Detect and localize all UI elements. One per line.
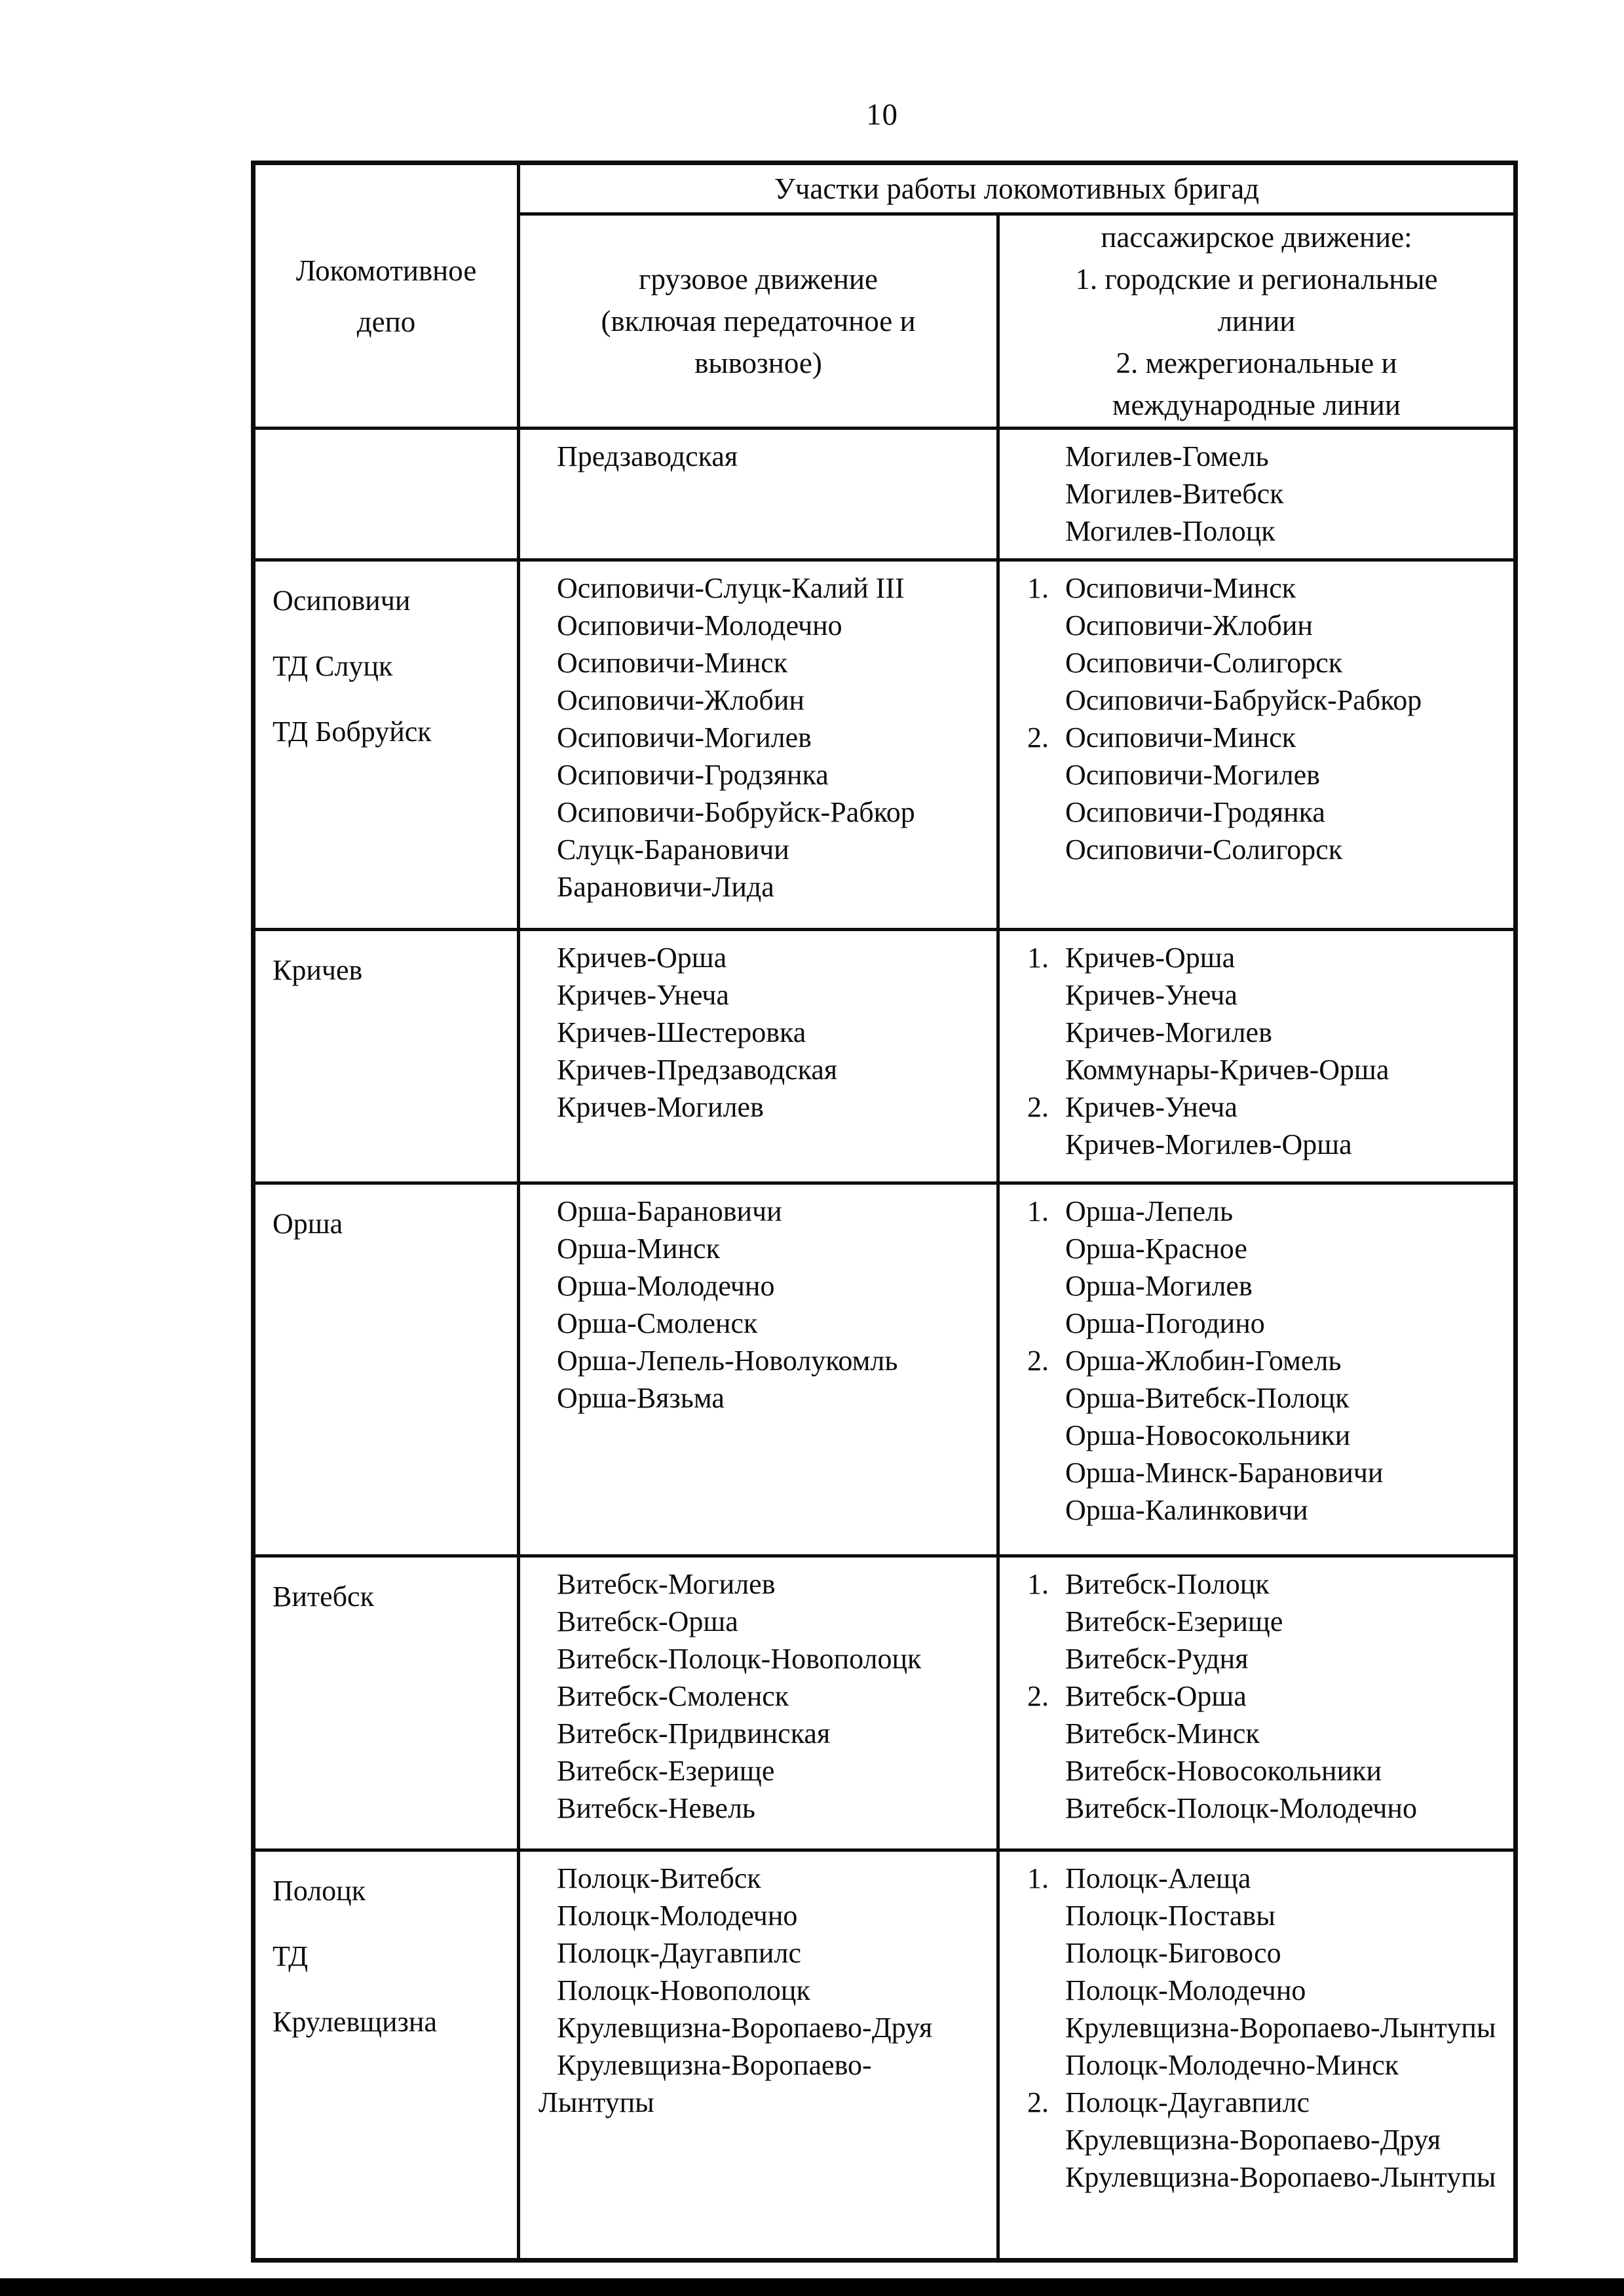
route-item: Осиповичи-Молодечно [557, 609, 842, 641]
route-item: Витебск-Полоцк-Новополоцк [557, 1643, 922, 1675]
route-item: Осиповичи-Гродянка [1065, 796, 1325, 828]
freight-cell [519, 1850, 998, 2261]
route-item: Осиповичи-Солигорск [1065, 647, 1343, 679]
route-item: Орша-Минск [557, 1233, 720, 1265]
header-line: (включая передаточное и [601, 305, 916, 337]
route-item: Крулевщизна-Воропаево-Лынтупы [1065, 2161, 1496, 2193]
freight-column-header [519, 214, 998, 429]
route-item: Крулевщизна-Воропаево-Друя [557, 2012, 933, 2044]
route-item: Орша-Погодино [1065, 1307, 1265, 1339]
table-row [254, 1183, 1516, 1556]
route-item: 2. Полоцк-Даугавпилс [1000, 2084, 1509, 2121]
header-row-1 [254, 163, 1516, 214]
depot-line: Осиповичи [273, 584, 411, 617]
route-item: Осиповичи-Солигорск [1065, 833, 1343, 866]
route-item: 1. Кричев-Орша [1000, 939, 1509, 976]
route-item: Витебск-Рудня [1065, 1643, 1249, 1675]
passenger-column-header [998, 214, 1516, 429]
route-item: Витебск-Езерище [557, 1755, 775, 1787]
route-item: Орша-Вязьма [557, 1382, 725, 1414]
route-item: Осиповичи-Могилев [1065, 759, 1320, 791]
table-row [254, 1556, 1516, 1850]
depot-line: Витебск [273, 1580, 374, 1613]
table-row [254, 429, 1516, 560]
header-line: грузовое движение [639, 263, 878, 296]
table-body [254, 429, 1516, 2261]
route-item: Витебск-Придвинская [557, 1717, 831, 1750]
depot-line: ТД [273, 1940, 309, 1972]
freight-cell [519, 1556, 998, 1850]
passenger-cell [998, 429, 1516, 560]
route-item: Полоцк-Биговосо [1065, 1937, 1281, 1969]
header-line: вывозное) [694, 347, 822, 379]
freight-cell [519, 560, 998, 930]
depot-cell [254, 1850, 519, 2261]
header-line: пассажирское движение: [1101, 221, 1412, 254]
route-item: 2. Кричев-Унеча [1000, 1088, 1509, 1126]
route-item: 1. Осиповичи-Минск [1000, 569, 1509, 607]
passenger-cell [998, 1850, 1516, 2261]
route-item: Орша-Могилев [1065, 1270, 1253, 1302]
route-item: 1. Орша-Лепель [1000, 1193, 1509, 1230]
depot-cell [254, 1556, 519, 1850]
route-item: Крулевщизна-Воропаево-Лынтупы [1065, 2012, 1496, 2044]
header-line: 1. городские и региональные [1075, 263, 1438, 296]
passenger-cell [998, 930, 1516, 1183]
list-number: 2. [1027, 1680, 1049, 1712]
route-item: Витебск-Орша [557, 1605, 738, 1637]
route-item: Барановичи-Лида [557, 871, 774, 903]
route-item: Витебск-Езерище [1065, 1605, 1283, 1637]
depot-line: ТД Слуцк [273, 650, 393, 682]
route-item: Осиповичи-Могилев [557, 721, 812, 754]
route-item: Могилев-Витебск [1065, 478, 1284, 510]
passenger-cell [998, 1183, 1516, 1556]
freight-cell [519, 930, 998, 1183]
route-item: 1. Витебск-Полоцк [1000, 1565, 1509, 1603]
list-number: 2. [1027, 1345, 1049, 1377]
route-item: Орша-Барановичи [557, 1195, 782, 1227]
route-item: Орша-Молодечно [557, 1270, 775, 1302]
freight-cell [519, 429, 998, 560]
route-item: Витебск-Невель [557, 1792, 755, 1824]
depot-cell [254, 429, 519, 560]
list-number: 1. [1027, 1568, 1049, 1600]
route-item: Орша-Новосокольники [1065, 1419, 1351, 1451]
route-item: Кричев-Предзаводская [557, 1054, 838, 1086]
depot-line: Кричев [273, 954, 363, 986]
header-line: Локомотивное [295, 254, 477, 287]
route-item: Полоцк-Даугавпилс [557, 1937, 801, 1969]
route-item: Кричев-Шестеровка [557, 1016, 806, 1048]
header-line: линии [1217, 305, 1296, 337]
route-item: Кричев-Могилев [1065, 1016, 1272, 1048]
route-item: Кричев-Могилев-Орша [1065, 1128, 1352, 1160]
route-item: Витебск-Минск [1065, 1717, 1260, 1750]
route-item: Полоцк-Витебск [557, 1862, 761, 1894]
depot-line: Крулевщизна [273, 2006, 437, 2038]
route-item: Могилев-Гомель [1065, 440, 1269, 472]
route-item: Полоцк-Поставы [1065, 1900, 1275, 1932]
route-item: Орша-Витебск-Полоцк [1065, 1382, 1350, 1414]
route-item: Полоцк-Новополоцк [557, 1974, 810, 2006]
depot-line: Орша [273, 1208, 343, 1240]
route-item: Осиповичи-Жлобин [1065, 609, 1313, 641]
route-item: Кричев-Унеча [1065, 979, 1237, 1011]
depot-cell [254, 930, 519, 1183]
sections-span-header: Участки работы локомотивных бригад [519, 163, 1516, 214]
route-item: Кричев-Унеча [557, 979, 729, 1011]
list-number: 2. [1027, 1091, 1049, 1123]
route-item: Орша-Калинковичи [1065, 1494, 1308, 1526]
header-line: международные линии [1112, 389, 1401, 421]
route-item: Витебск-Новосокольники [1065, 1755, 1382, 1787]
page-number: 10 [866, 98, 898, 132]
depot-line: ТД Бобруйск [273, 716, 432, 748]
header-line: 2. межрегиональные и [1116, 347, 1397, 379]
depot-cell [254, 560, 519, 930]
route-item: Осиповичи-Жлобин [557, 684, 804, 716]
route-item: Полоцк-Молодечно [557, 1900, 798, 1932]
depot-cell [254, 1183, 519, 1556]
route-item: Слуцк-Барановичи [557, 833, 789, 866]
route-item: Осиповичи-Слуцк-Калий III [557, 572, 905, 604]
passenger-cell [998, 560, 1516, 930]
list-number: 1. [1027, 942, 1049, 974]
route-item: 1. Полоцк-Алеща [1000, 1860, 1509, 1897]
route-item: Осиповичи-Бабруйск-Рабкор [1065, 684, 1422, 716]
freight-cell [519, 1183, 998, 1556]
route-item: Кричев-Орша [557, 942, 727, 974]
route-item: Осиповичи-Бобруйск-Рабкор [557, 796, 915, 828]
route-item: Орша-Смоленск [557, 1307, 758, 1339]
passenger-cell [998, 1556, 1516, 1850]
route-item: 2. Осиповичи-Минск [1000, 719, 1509, 756]
list-number: 2. [1027, 721, 1049, 754]
list-number: 1. [1027, 1195, 1049, 1227]
route-item: Витебск-Могилев [557, 1568, 776, 1600]
list-number: 1. [1027, 1862, 1049, 1894]
table-row [254, 1850, 1516, 2261]
route-item: Орша-Минск-Барановичи [1065, 1457, 1384, 1489]
list-number: 2. [1027, 2086, 1049, 2118]
route-item: Осиповичи-Гродзянка [557, 759, 829, 791]
route-item: Крулевщизна-Воропаево-Лынтупы [538, 2049, 872, 2118]
route-item: Крулевщизна-Воропаево-Друя [1065, 2124, 1441, 2156]
route-item: Предзаводская [557, 440, 738, 472]
depot-column-header [254, 163, 519, 429]
route-item: Осиповичи-Минск [557, 647, 788, 679]
route-item: Полоцк-Молодечно-Минск [1065, 2049, 1399, 2081]
header-line: депо [356, 305, 416, 338]
route-item: 2. Орша-Жлобин-Гомель [1000, 1342, 1509, 1379]
list-number: 1. [1027, 572, 1049, 604]
depot-line: Полоцк [273, 1875, 366, 1907]
locomotive-brigades-table [251, 161, 1518, 2263]
route-item: Коммунары-Кричев-Орша [1065, 1054, 1389, 1086]
scan-edge-artifact [0, 2278, 1624, 2296]
table-row [254, 560, 1516, 930]
route-item: Витебск-Смоленск [557, 1680, 789, 1712]
route-item: Кричев-Могилев [557, 1091, 764, 1123]
route-item: Полоцк-Молодечно [1065, 1974, 1306, 2006]
table-row [254, 930, 1516, 1183]
route-item: Могилев-Полоцк [1065, 515, 1275, 547]
route-item: 2. Витебск-Орша [1000, 1677, 1509, 1715]
route-item: Орша-Красное [1065, 1233, 1247, 1265]
route-item: Витебск-Полоцк-Молодечно [1065, 1792, 1417, 1824]
route-item: Орша-Лепель-Новолукомль [557, 1345, 898, 1377]
